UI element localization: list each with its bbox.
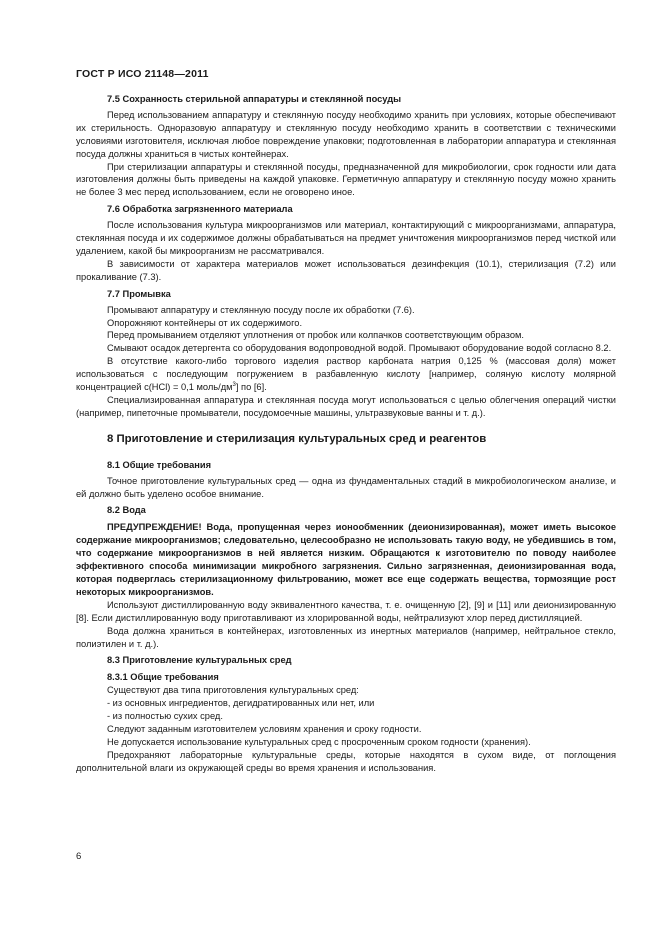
section-7-6-paragraph-2: В зависимости от характера материалов может использоваться дезинфекция (10.1), стерилизация (7.2) или прокаливание (7.3).: [76, 258, 616, 282]
section-7-7-paragraph-1: Промывают аппаратуру и стеклянную посуду после их обработки (7.6).: [107, 304, 415, 315]
section-7-6-paragraph-1: После использования культура микроорганизмов или материал, контактирующий с микроорганизмами, аппаратура, стеклянная посуда и их содержимое должны обрабатываться на предмет уничтожения микроорганизмов перед чисткой или удалением, какой бы микроорганизм не рассматривался.: [76, 220, 616, 256]
section-8-1-heading: 8.1 Общие требования: [107, 459, 212, 470]
warning-paragraph: ПРЕДУПРЕЖДЕНИЕ! Вода, пропущенная через ионообменник (деионизированная), может иметь высокое содержание микроорганизмов; следовательно, целесообразно не использовать такую воду, не убедившись в том, что содержание микроорганизмов в ней является низким. Обращаются к изготовителю по поводу наиболее эффективного способа минимизации микробного загрязнения. Сильно загрязненная, деионизированная вода, которая подверглась стерилизационному фильтрованию, может все еще содержать вещества, тормозящие рост некоторых микроорганизмов.: [76, 522, 616, 597]
list-item: - из основных ингредиентов, дегидратированных или нет, или: [107, 698, 375, 709]
section-8-heading: 8 Приготовление и стерилизация культуральных сред и реагентов: [107, 432, 487, 445]
section-8-3-heading: 8.3 Приготовление культуральных сред: [107, 655, 292, 666]
section-8-3-1-paragraph-4: Предохраняют лабораторные культуральные среды, которые находятся в сухом виде, от поглощения дополнительной влаги из окружающей среды во время хранения и использования.: [76, 749, 616, 773]
section-7-6-heading: 7.6 Обработка загрязненного материала: [107, 204, 293, 215]
section-7-5-heading: 7.5 Сохранность стерильной аппаратуры и стеклянной посуды: [107, 94, 402, 104]
section-8-3-1-heading: 8.3.1 Общие требования: [107, 672, 219, 683]
document-body: [76, 93, 616, 775]
section-8-3-1-paragraph-3: Не допускается использование культуральных сред с просроченным сроком годности (хранения).: [107, 736, 531, 747]
superscript: 3: [232, 381, 236, 388]
section-8-3-1-paragraph-1: Существуют два типа приготовления культуральных сред:: [107, 685, 359, 696]
section-7-7-paragraph-2: Опорожняют контейнеры от их содержимого.: [107, 317, 303, 328]
section-7-7-paragraph-4: Смывают осадок детергента со оборудования водопроводной водой. Промывают оборудование водой согласно 8.2.: [107, 343, 612, 354]
section-8-2-heading: 8.2 Вода: [107, 505, 146, 516]
section-7-5-paragraph-2: При стерилизации аппаратуры и стеклянной посуды, предназначенной для микробиологии, срок годности или дата изготовления должны быть приведены на каждой упаковке. Герметичную аппаратуру и стеклянную посуду можно хранить не более 3 мес перед использованием, если не оговорено иное.: [76, 161, 616, 198]
section-7-7-paragraph-5: [76, 355, 616, 394]
section-7-7-heading: 7.7 Промывка: [107, 288, 171, 299]
section-8-2-paragraph-1: Используют дистиллированную воду эквивалентного качества, т. е. очищенную [2], [9] и [11] или деионизированную [8]. Если дистиллированную воду приготавливают из хлорированной воды, нейтрализуют хлор перед дистилляцией.: [76, 599, 616, 623]
section-7-7-paragraph-6: Специализированная аппаратура и стеклянная посуда могут использоваться с целью облегчения операций чистки (например, пипеточные промыватели, посудомоечные машины, ультразвуковые ванны и т. д.).: [76, 394, 616, 418]
paragraph-5-text-a: В отсутствие какого-либо торгового изделия раствор карбоната натрия 0,125 % (массовая доля) может использоваться с последующим погружением в разбавленную кислоту [например, соляную кислоту молярной концентрацией c(HCl) = 0,1 моль/дм: [76, 356, 616, 393]
section-7-7-paragraph-3: Перед промыванием отделяют уплотнения от пробок или колпачков соответствующим образом.: [107, 330, 524, 341]
section-8-2-paragraph-2: Вода должна храниться в контейнерах, изготовленных из инертных материалов (например, нейтральное стекло, полиэтилен и т. д.).: [76, 625, 616, 649]
paragraph-5-text-b: ] по [6].: [235, 382, 267, 393]
list-item: - из полностью сухих сред.: [107, 711, 223, 722]
section-7-5-paragraph-1: Перед использованием аппаратуру и стеклянную посуду необходимо хранить при условиях, которые обеспечивают их стерильность. Одноразовую аппаратуру и стеклянную посуду необходимо хранить в соответствии с техническими условиями изготовителя, исключая любое повреждение упаковки; подготовленная в лаборатории аппаратура и стеклянная посуда должны храниться в чистых контейнерах.: [76, 109, 616, 159]
section-8-1-paragraph-1: Точное приготовление культуральных сред — одна из фундаментальных стадий в микробиологическом анализе, и ей должно быть уделено особое внимание.: [76, 475, 616, 499]
document-header: ГОСТ Р ИСО 21148—2011: [76, 68, 209, 80]
page-number: 6: [76, 851, 82, 862]
section-8-3-1-paragraph-2: Следуют заданным изготовителем условиям хранения и сроку годности.: [107, 723, 422, 734]
